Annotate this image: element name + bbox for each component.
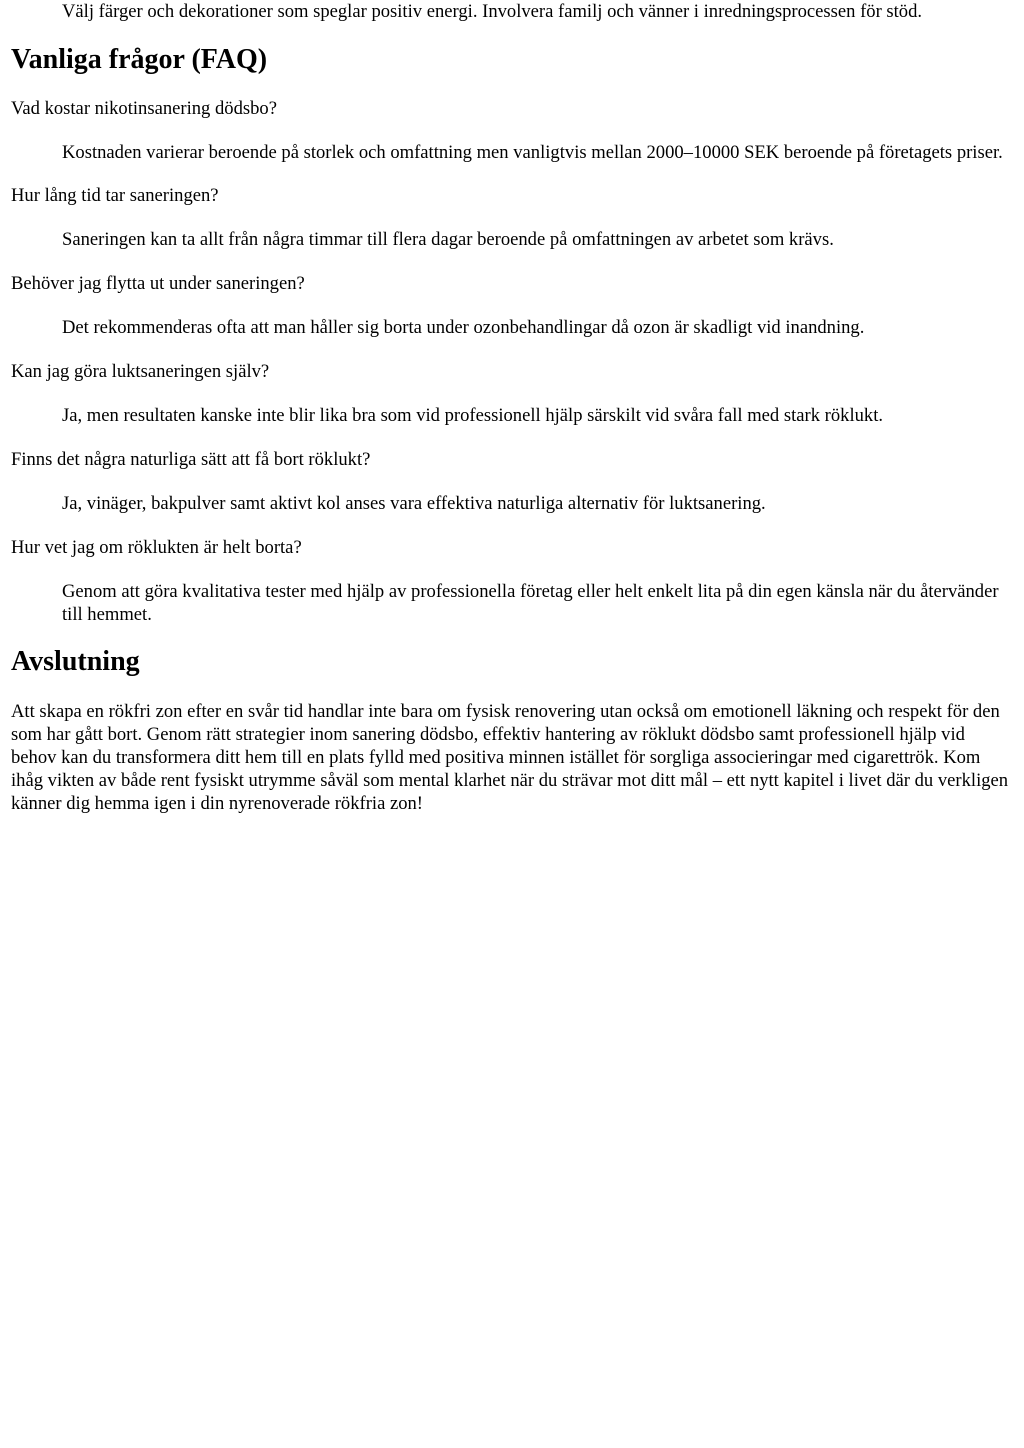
faq-answer: Saneringen kan ta allt från några timmar till flera dagar beroende på omfattningen av arbetet som krävs. (62, 229, 834, 250)
faq-answer: Det rekommenderas ofta att man håller sig borta under ozonbehandlingar då ozon är skadligt vid inandning. (62, 317, 865, 338)
intro-paragraph: Välj färger och dekorationer som speglar positiv energi. Involvera familj och vänner i inredningsprocessen för stöd. (62, 1, 923, 22)
faq-list (11, 97, 1011, 626)
conclusion-paragraph: Att skapa en rökfri zon efter en svår tid handlar inte bara om fysisk renovering utan också om emotionell läkning och respekt för den som har gått bort. Genom rätt strategier inom sanering dödsbo, effektiv hantering av röklukt dödsbo samt professionell hjälp vid behov kan du transformera ditt hem till en plats fylld med positiva minnen istället för sorgliga associeringar med cigarettrök. Kom ihåg vikten av både rent fysiskt utrymme såväl som mental klarhet när du strävar mot ditt mål – ett nytt kapitel i livet där du verkligen känner dig hemma igen i din nyrenoverade rökfria zon! (11, 701, 1009, 814)
faq-question: Finns det några naturliga sätt att få bort röklukt? (11, 449, 371, 470)
faq-question: Vad kostar nikotinsanering dödsbo? (11, 98, 277, 119)
faq-question: Kan jag göra luktsaneringen själv? (11, 361, 270, 382)
faq-question: Hur lång tid tar saneringen? (11, 185, 219, 206)
faq-answer: Kostnaden varierar beroende på storlek och omfattning men vanligtvis mellan 2000–10000 SEK beroende på företagets priser. (62, 142, 1003, 163)
faq-question: Behöver jag flytta ut under saneringen? (11, 273, 305, 294)
faq-heading: Vanliga frågor (FAQ) (11, 44, 268, 75)
conclusion-heading: Avslutning (11, 646, 140, 677)
faq-answer: Genom att göra kvalitativa tester med hjälp av professionella företag eller helt enkelt lita på din egen känsla när du återvänder till hemmet. (62, 581, 999, 625)
article-content (11, 0, 1011, 815)
faq-answer: Ja, vinäger, bakpulver samt aktivt kol anses vara effektiva naturliga alternativ för luktsanering. (62, 493, 766, 514)
faq-question: Hur vet jag om röklukten är helt borta? (11, 537, 302, 558)
faq-answer: Ja, men resultaten kanske inte blir lika bra som vid professionell hjälp särskilt vid svåra fall med stark röklukt. (62, 405, 884, 426)
